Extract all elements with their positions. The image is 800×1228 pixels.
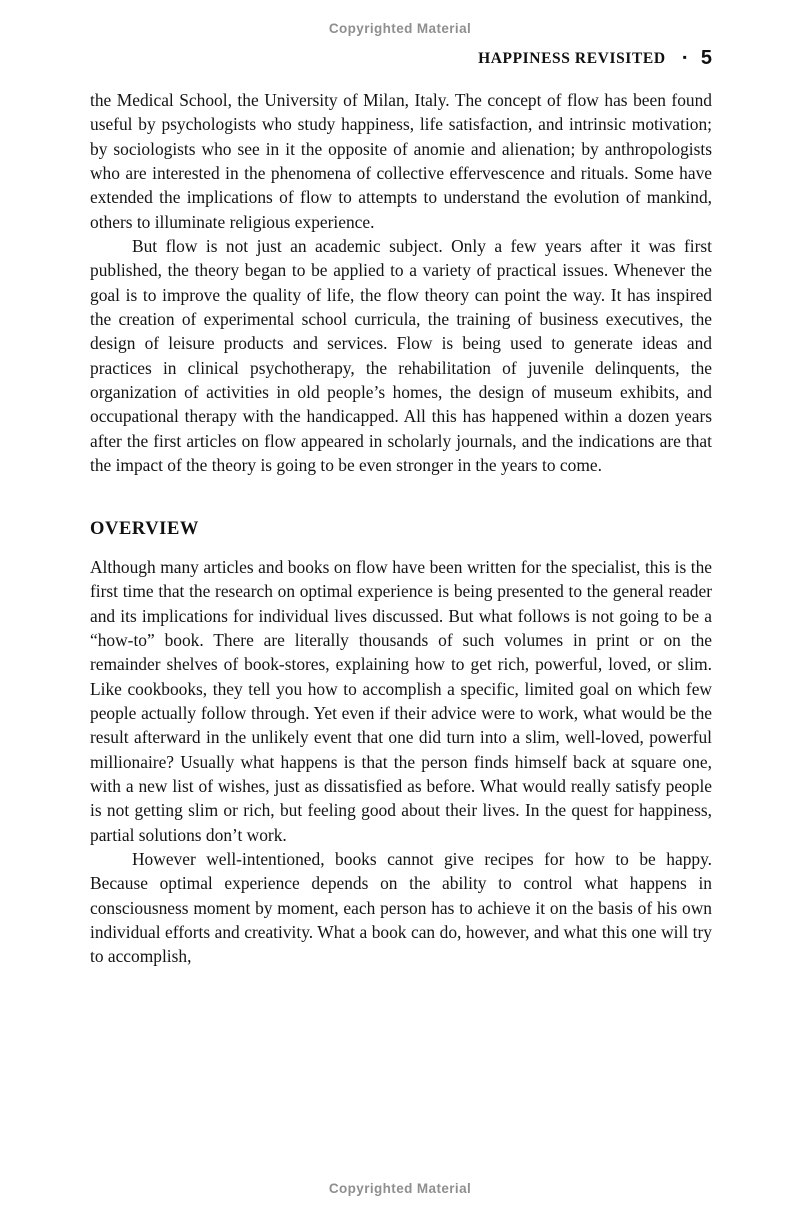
paragraph: But flow is not just an academic subject. Only a few years after it was first published, the theory began to be applied to a variety of practical issues. Whenever the goal is to improve the quality of life, the flow theory can point the way. It has inspired the creation of experimental school curricula, the training of business executives, the design of leisure products and services. Flow is being used to generate ideas and practices in clinical psychotherapy, the rehabilitation of juvenile delinquents, the organization of activities in old people’s homes, the design of museum exhibits, and occupational therapy with the handicapped. All this has happened within a dozen years after the first articles on flow appeared in scholarly journals, and the indications are that the impact of the theory is going to be even stronger in the years to come. bbox=[90, 236, 712, 476]
copyright-notice-bottom: Copyrighted Material bbox=[328, 1181, 472, 1196]
paragraph: Although many articles and books on flow have been written for the specialist, this is the first time that the research on optimal experience is being presented to the general reader and its implications for individual lives discussed. But what follows is not going to be a “how-to” book. There are literally thousands of such volumes in print or on the remainder shelves of book-stores, explaining how to get rich, powerful, loved, or slim. Like cookbooks, they tell you how to accomplish a specific, limited goal on which few people actually follow through. Yet even if their advice were to work, what would be the result afterward in the unlikely event that one did turn into a slim, well-loved, powerful millionaire? Usually what happens is that the person finds himself back at square one, with a new list of wishes, just as dissatisfied as before. What would really satisfy people is not getting slim or rich, but feeling good about their lives. In the quest for happiness, partial solutions don’t work. bbox=[90, 556, 712, 845]
paragraph: However well-intentioned, books cannot give recipes for how to be happy. Because optimal experience depends on the ability to control what happens in consciousness moment by moment, each person has to achieve it on the basis of his own individual efforts and creativity. What a book can do, however, and what this one will try to accomplish, bbox=[90, 848, 712, 967]
page-number: 5 bbox=[700, 47, 712, 69]
paragraph-continuation: the Medical School, the University of Milan, Italy. The concept of flow has been found useful by psychologists who study happiness, life satisfaction, and intrinsic motivation; by sociologists who see in it the opposite of anomie and alienation; by anthropologists who are interested in the phenomena of collective effervescence and rituals. Some have extended the implications of flow to attempts to understand the evolution of mankind, others to illuminate religious experience. bbox=[90, 90, 712, 232]
running-head bbox=[90, 47, 712, 70]
square-bullet-icon: ▪ bbox=[682, 50, 687, 64]
body-text bbox=[90, 88, 712, 969]
copyright-notice-top: Copyrighted Material bbox=[328, 21, 472, 36]
section-heading: OVERVIEW bbox=[90, 518, 199, 539]
chapter-title: HAPPINESS REVISITED bbox=[478, 50, 666, 67]
